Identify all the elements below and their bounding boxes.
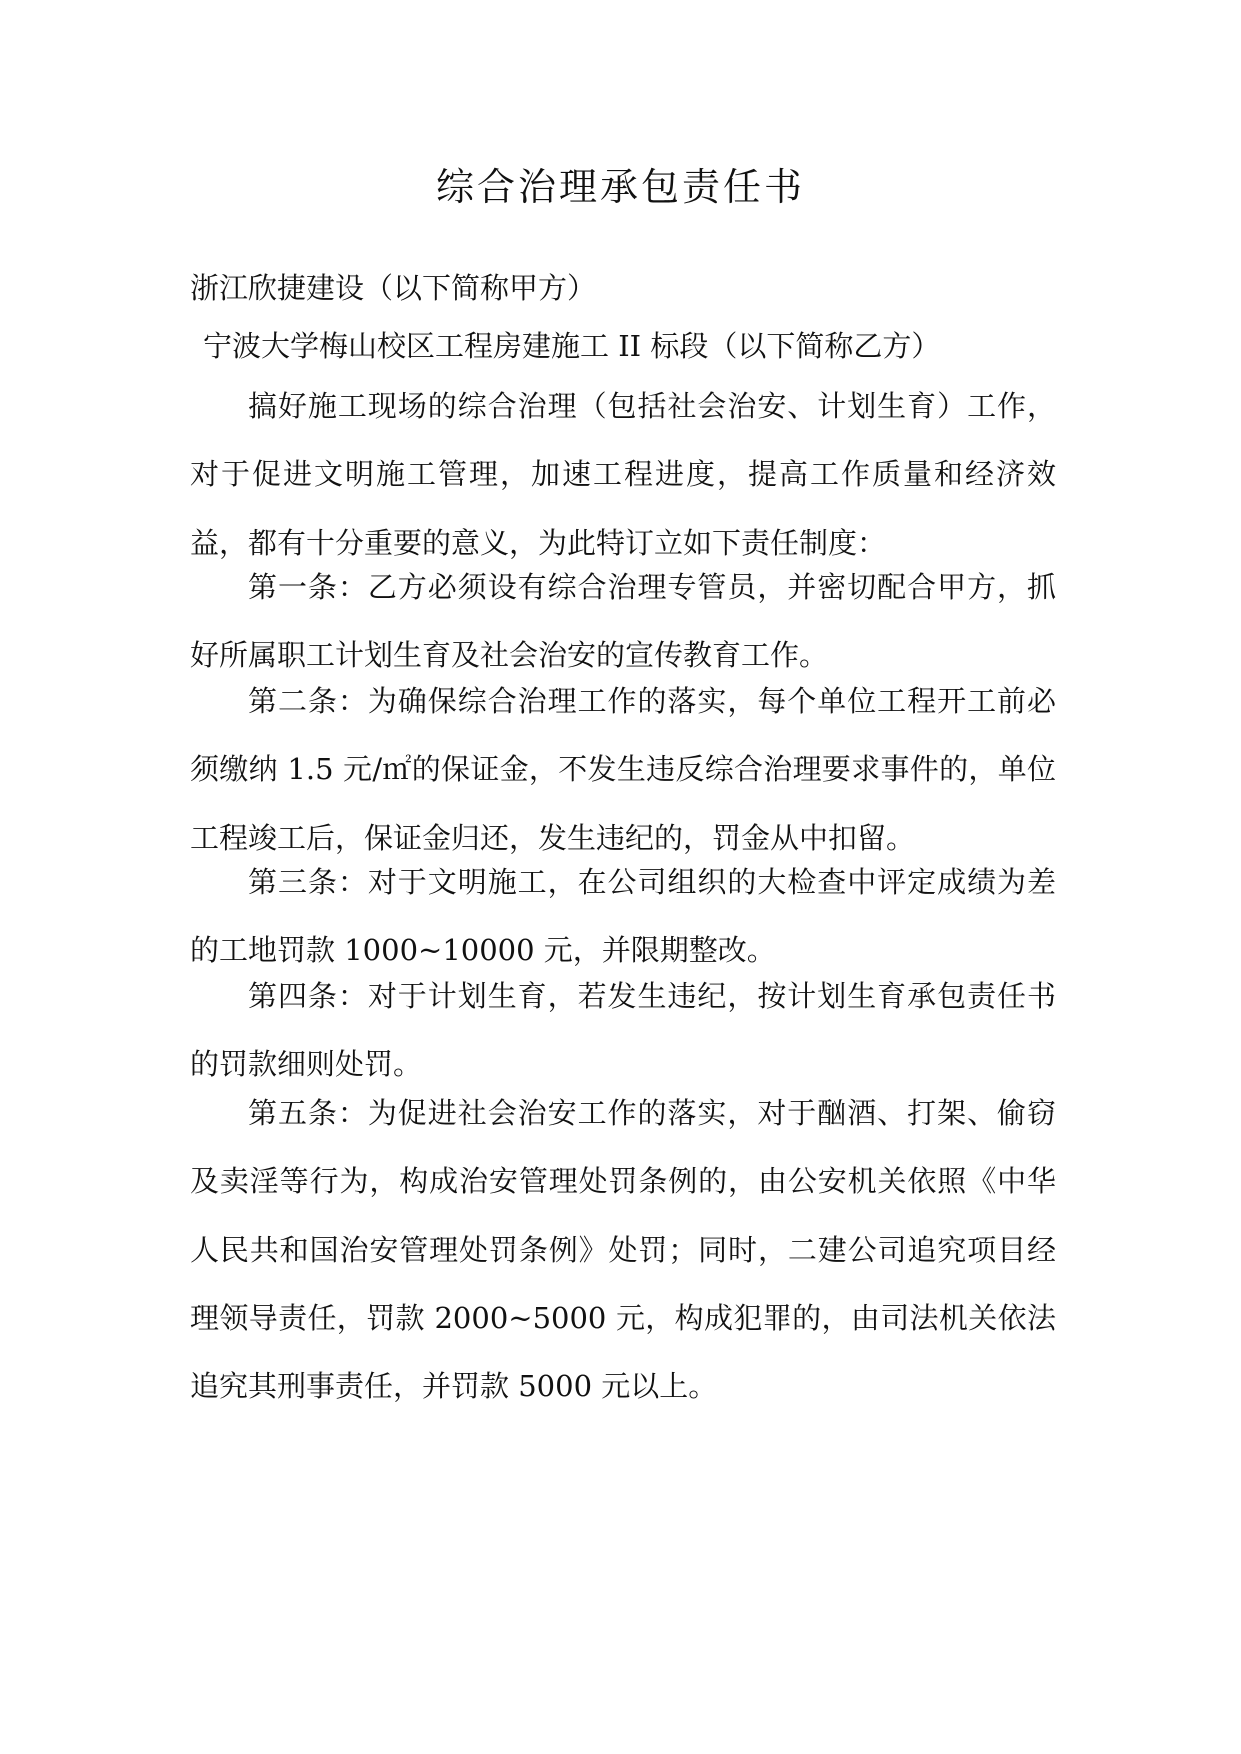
- article-4: 第四条：对于计划生育，若发生违纪，按计划生育承包责任书的罚款细则处罚。: [190, 979, 1056, 1082]
- party-a-line: 浙江欣捷建设（以下简称甲方）: [190, 271, 597, 305]
- article-2: 第二条：为确保综合治理工作的落实，每个单位工程开工前必须缴纳 1.5 元/㎡的保证金，不发生违反综合治理要求事件的，单位工程竣工后，保证金归还，发生违纪的，罚金从中扣留。: [190, 684, 1056, 855]
- party-b-line: 宁波大学梅山校区工程房建施工 II 标段（以下简称乙方）: [203, 329, 941, 363]
- article-1: 第一条：乙方必须设有综合治理专管员，并密切配合甲方，抓好所属职工计划生育及社会治安的宣传教育工作。: [190, 570, 1056, 673]
- article-3: 第三条：对于文明施工，在公司组织的大检查中评定成绩为差的工地罚款 1000~10000 元，并限期整改。: [190, 865, 1056, 968]
- intro-paragraph: 搞好施工现场的综合治理（包括社会治安、计划生育）工作，对于促进文明施工管理，加速工程进度，提高工作质量和经济效益，都有十分重要的意义，为此特订立如下责任制度：: [190, 389, 1056, 560]
- document-title: 综合治理承包责任书: [435, 165, 805, 209]
- article-5: 第五条：为促进社会治安工作的落实，对于酗酒、打架、偷窃及卖淫等行为，构成治安管理处罚条例的，由公安机关依照《中华人民共和国治安管理处罚条例》处罚；同时，二建公司追究项目经理领导责任，罚款 2000~5000 元，构成犯罪的，由司法机关依法追究其刑事责任，并罚款 5000 元以上。: [190, 1096, 1056, 1404]
